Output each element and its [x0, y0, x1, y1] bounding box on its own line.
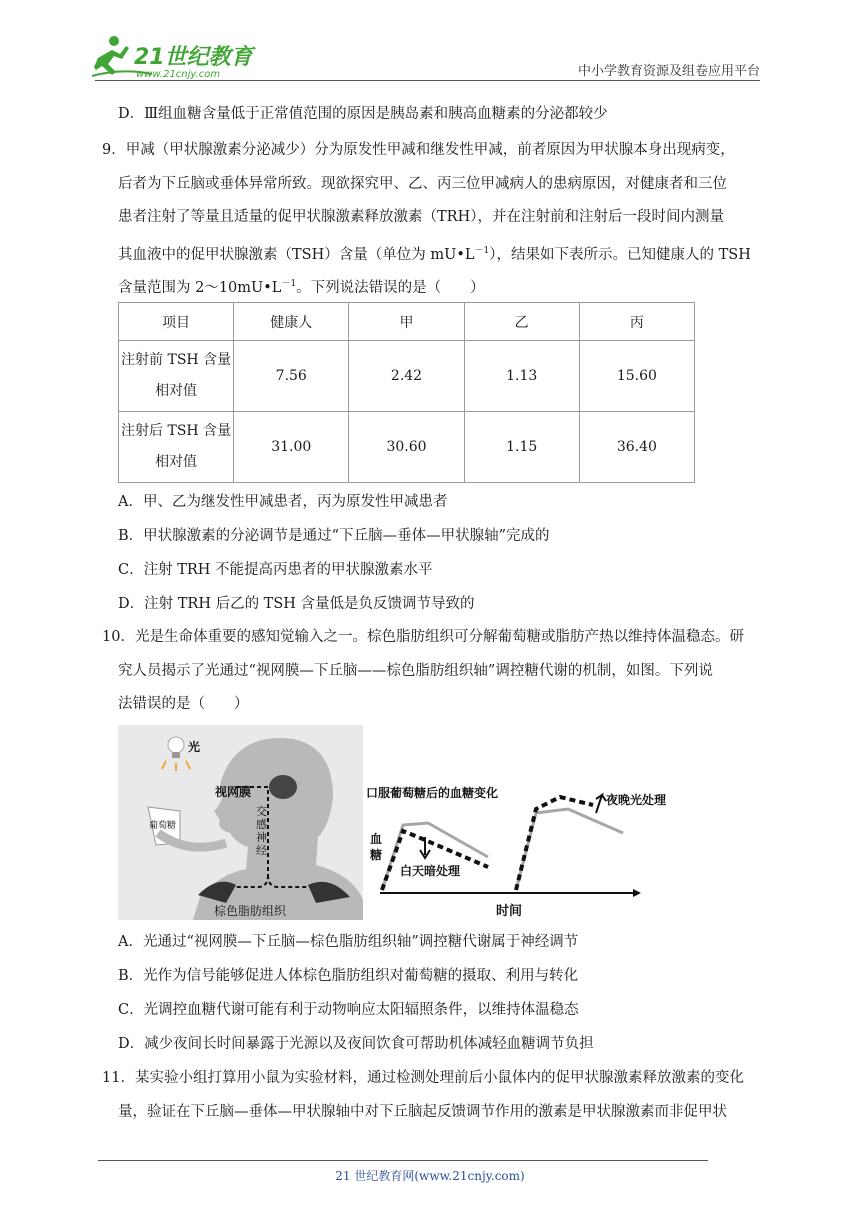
- table-cell: 31.00: [234, 412, 349, 483]
- table-header-row: [119, 303, 695, 341]
- q10-stem-line3: 法错误的是（ ）: [118, 696, 249, 712]
- day-dark-curve: [382, 831, 488, 890]
- table-cell: 2.42: [349, 341, 464, 412]
- x-axis-label: 时间: [496, 904, 523, 919]
- table-row: [119, 412, 695, 483]
- q10-option-a: A．光通过“视网膜—下丘脑—棕色脂肪组织轴”调控糖代谢属于神经调节: [118, 934, 579, 950]
- chart-title: 口服葡萄糖后的血糖变化: [366, 786, 499, 800]
- table-header: 乙: [464, 303, 579, 341]
- table-header: 健康人: [234, 303, 349, 341]
- q9-option-b: B．甲状腺激素的分泌调节是通过“下丘脑—垂体—甲状腺轴”完成的: [118, 528, 550, 544]
- night-treatment-label: 夜晚光处理: [606, 793, 667, 807]
- q11-stem-line1: 11．某实验小组打算用小鼠为实验材料，通过检测处理前后小鼠体内的促甲状腺激素释放激素的变化: [102, 1070, 744, 1086]
- q9-option-c: C．注射 TRH 不能提高丙患者的甲状腺激素水平: [118, 562, 433, 578]
- q8-option-d: D．Ⅲ组血糖含量低于正常值范围的原因是胰岛素和胰高血糖素的分泌都较少: [118, 106, 608, 122]
- table-cell: 15.60: [579, 341, 694, 412]
- q9-option-a: A．甲、乙为继发性甲减患者，丙为原发性甲减患者: [118, 494, 448, 510]
- footer-divider: [98, 1160, 708, 1161]
- table-row-label: 注射后 TSH 含量 相对值: [119, 412, 234, 483]
- day-control-curve: [382, 823, 488, 890]
- table-row: [119, 341, 695, 412]
- light-label: 光: [188, 740, 201, 754]
- brown-fat-label: 棕色脂肪组织: [214, 904, 287, 918]
- table-cell: 1.15: [464, 412, 579, 483]
- logo-text: 21世纪教育: [134, 45, 253, 70]
- tsh-table: [118, 302, 695, 483]
- q9-stem-line3: 患者注射了等量且适量的促甲状腺激素释放激素（TRH），并在注射前和注射后一段时间内测量: [118, 209, 724, 225]
- q9-stem-line4: 其血液中的促甲状腺激素（TSH）含量（单位为 $mU•L^{-1}$），结果如下表所示。已知健康人的 TSH: [118, 246, 751, 263]
- q10-option-b: B．光作为信号能够促进人体棕色脂肪组织对葡萄糖的摄取、利用与转化: [118, 968, 579, 984]
- day-treatment-label: 白天暗处理: [400, 864, 461, 878]
- logo-url: www.21cnjy.com: [136, 69, 221, 80]
- q9-stem-line2: 后者为下丘脑或垂体异常所致。现欲探究甲、乙、丙三位甲减病人的患病原因，对健康者和三位: [118, 176, 727, 192]
- light-glucose-figure: [118, 725, 667, 920]
- sympathetic-nerve-label: 交感神经: [256, 805, 267, 857]
- retina-label: 视网膜: [215, 785, 252, 799]
- hypothalamus-icon: [269, 775, 297, 799]
- night-arrow-icon: [596, 795, 606, 813]
- header-platform-text: 中小学教育资源及组卷应用平台: [577, 64, 760, 79]
- q9-option-d: D．注射 TRH 后乙的 TSH 含量低是负反馈调节导致的: [118, 596, 475, 612]
- table-header: 甲: [349, 303, 464, 341]
- table-header: 项目: [119, 303, 234, 341]
- table-header: 丙: [579, 303, 694, 341]
- site-logo: [92, 32, 262, 82]
- table-cell: 7.56: [234, 341, 349, 412]
- glucose-label: 葡萄糖: [149, 821, 177, 831]
- table-cell: 36.40: [579, 412, 694, 483]
- footer-link[interactable]: 21 世纪教育网(www.21cnjy.com): [335, 1169, 525, 1183]
- table-row-label: 注射前 TSH 含量 相对值: [119, 341, 234, 412]
- q10-stem-line2: 究人员揭示了光通过“视网膜—下丘脑——棕色脂肪组织轴”调控糖代谢的机制，如图。下列说: [118, 663, 713, 679]
- table-cell: 1.13: [464, 341, 579, 412]
- q11-stem-line2: 量，验证在下丘脑—垂体—甲状腺轴中对下丘脑起反馈调节作用的激素是甲状腺激素而非促甲状: [118, 1104, 727, 1120]
- q10-option-d: D．减少夜间长时间暴露于光源以及夜间饮食可帮助机体减轻血糖调节负担: [118, 1036, 594, 1052]
- header-divider: [95, 80, 760, 81]
- x-axis-arrow: [633, 889, 641, 897]
- q9-stem-line1: 9．甲减（甲状腺激素分泌减少）分为原发性甲减和继发性甲减，前者原因为甲状腺本身出现病变，: [102, 142, 735, 158]
- q9-stem-line5: 含量范围为 $2\sim 10mU•L^{-1}$。下列说法错误的是（ ）: [118, 279, 485, 296]
- y-axis-label: 血糖: [370, 832, 383, 862]
- q10-option-c: C．光调控血糖代谢可能有利于动物响应太阳辐照条件，以维持体温稳态: [118, 1002, 579, 1018]
- q10-stem-line1: 10．光是生命体重要的感知觉输入之一。棕色脂肪组织可分解葡萄糖或脂肪产热以维持体温稳态。研: [102, 629, 744, 645]
- table-cell: 30.60: [349, 412, 464, 483]
